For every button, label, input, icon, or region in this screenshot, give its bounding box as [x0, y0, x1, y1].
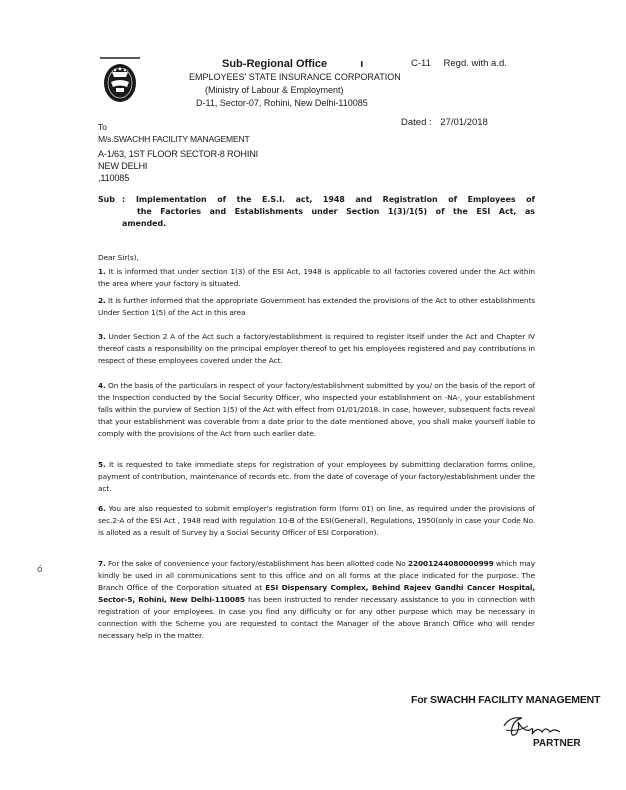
paragraph-7-text-b: which may kindly be used in all communications sent to this office and on all forms at the place indicated for the purpose. The Branch Office of the Corporation situated at	[98, 559, 536, 592]
paragraph-6-number: 6.	[98, 504, 106, 513]
office-title	[222, 58, 363, 70]
subject-block	[98, 194, 535, 230]
paragraph-1-number: 1.	[98, 267, 106, 276]
reference-block	[411, 58, 507, 69]
subject-line3: amended.	[122, 219, 167, 228]
paragraph-5-number: 5.	[98, 460, 106, 469]
subject-line1-row	[98, 194, 535, 206]
to-label: To	[98, 122, 107, 132]
paragraph-1-text: It is informed that under section 1(3) of the ESI Act, 1948 is applicable to all factories covered under the Act within the area where your factory is situated.	[98, 267, 535, 288]
paragraph-3	[98, 331, 535, 367]
paragraph-7	[98, 558, 535, 642]
margin-mark: ó	[37, 565, 43, 575]
paragraph-2-text: It is further informed that the appropriate Government has extended the provisions of the Act to other establishments Under Section 1(5) of the Act in this area	[98, 296, 535, 317]
delivery-mode: Regd. with a.d.	[443, 58, 507, 69]
dated-label: Dated :	[401, 117, 432, 128]
paragraph-7-text-c: has been instructed to render necessary assistance to you in connection with registration of your employees. In case you find any difficulty or for any other purpose which may be necessary in connection with the Scheme you are requested to contact the Manager of the above Branch Office who will render necessary help in the matter.	[98, 595, 536, 640]
branch-office-address: ESI Dispensary Complex, Behind Rajeev Gandhi Cancer Hospital, Sector-5, Rohini, New Delhi-110085	[98, 583, 535, 604]
paragraph-5	[98, 459, 535, 495]
paragraph-4-number: 4.	[98, 381, 106, 390]
signatory-company: For SWACHH FACILITY MANAGEMENT	[411, 694, 601, 706]
paragraph-4	[98, 380, 535, 440]
paragraph-3-text: Under Section 2 A of the Act such a factory/establishment is required to register itself under the Act and Chapter IV thereof casts a responsibility on the principal employer thereof to get his employees registered and pay contributions in respect of these employees covered under the Act.	[98, 332, 536, 365]
form-code: C-11	[411, 58, 431, 69]
date-block	[401, 117, 488, 128]
paragraph-6-text: You are also requested to submit employer's registration form (form 01) on line, as required under the provisions of sec.2-A of the ESI Act , 1948 read with regulation 10-B of the ESI(General), Regulations, 1950(only in case your Code No. is alloted as a result of Survey by a Social Security Officer of ESI Corporation).	[98, 504, 536, 537]
dated-value: 27/01/2018	[440, 117, 488, 128]
office-address: D-11, Sector-07, Rohini, New Delhi-110085	[196, 98, 368, 108]
organisation-name: EMPLOYEES' STATE INSURANCE CORPORATION	[189, 72, 401, 82]
recipient-address-line3: ,110085	[98, 173, 130, 183]
employer-code: 22001244080000999	[407, 559, 494, 568]
paragraph-3-number: 3.	[98, 332, 106, 341]
subject-line1: Implementation of the E.S.I. act, 1948 and Registration of Employees of	[136, 195, 535, 204]
office-mark: ı	[360, 58, 364, 70]
ministry-name: (Ministry of Labour & Employment)	[205, 85, 344, 95]
office-name: Sub-Regional Office	[222, 58, 328, 70]
salutation: Dear Sir(s),	[98, 253, 139, 262]
esic-emblem-logo	[98, 56, 142, 104]
subject-line2: the Factories and Establishments under Section 1(3)/1(5) of the ESI Act, as	[137, 207, 535, 216]
recipient-name: M/s.SWACHH FACILITY MANAGEMENT	[98, 134, 250, 144]
paragraph-6	[98, 503, 535, 539]
paragraph-7-number: 7.	[98, 559, 106, 568]
paragraph-2-number: 2.	[98, 296, 106, 305]
paragraph-1	[98, 266, 535, 290]
recipient-address-line2: NEW DELHI	[98, 161, 148, 171]
subject-label: Sub	[98, 195, 115, 204]
subject-colon: :	[122, 195, 126, 204]
recipient-address-line1: A-1/63, 1ST FLOOR SECTOR-8 ROHINI	[98, 149, 259, 159]
paragraph-2	[98, 295, 535, 319]
paragraph-4-text: On the basis of the particulars in respect of your factory/establishment submitted by you/ on the basis of the report of the Inspection conducted by the Social Security Officer, who inspected your establishment on -NA-, your establishment falls within the purview of Section 1(5) of the Act with effect from 01/01/2018. In case, however, subsequent facts reveal that your establishment was coverable from a date prior to the date mentioned above, you shall make yourself liable to comply with the provisions of the Act from such earlier date.	[98, 381, 535, 438]
paragraph-5-text: It is requested to take immediate steps for registration of your employees by submitting declaration forms online, payment of contribution, maintenance of records etc. from the date of coverage of your factory/establishment under the act.	[98, 460, 535, 493]
signatory-designation: PARTNER	[533, 738, 581, 749]
paragraph-7-text-a: For the sake of convenience your factory/establishment has been allotted code No	[108, 559, 406, 568]
